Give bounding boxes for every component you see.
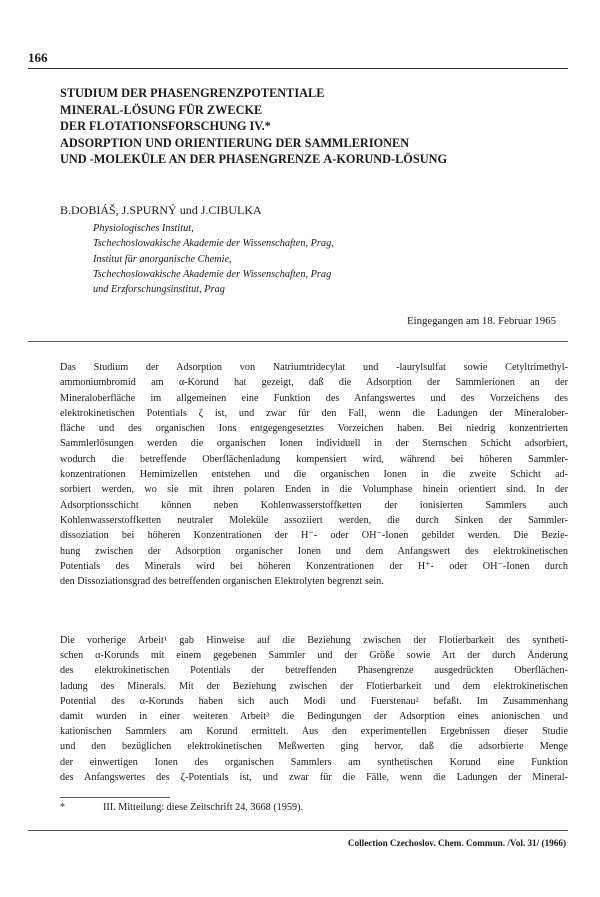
footnote	[60, 802, 303, 813]
body-line: des Anfangswertes des ζ-Potentials ist, und zwar für die Fälle, wenn die Ladungen der Mineral-	[60, 771, 568, 783]
body-line: Die vorherige Arbeit¹ gab Hinweise auf die Beziehung zwischen der Flotierbarkeit des syntheti-	[60, 635, 568, 646]
footnote-rule	[60, 797, 170, 798]
body-line: schen α-Korunds mit einem gegebenen Sammler und der Größe sowie Art der durch Änderung	[60, 650, 568, 662]
body-line: Potential des α-Korunds haben sich auch Modi und Fuerstenau² befaßt. Im Zusammenhang	[60, 695, 568, 707]
body-line: ladung des Minerals. Mit der Beziehung zwischen der Flotierbarkeit und dem elektrokinetischen	[60, 680, 568, 692]
authors: B.DOBIÁŠ, J.SPURNÝ und J.CIBULKA	[60, 203, 262, 217]
abstract-line: Adsorptionsschicht können neben Kohlenwasserstoffketten der ionisierten Sammlers auch	[60, 499, 568, 511]
abstract-line: Sammlerlösungen werden die organischen Ionen individuell in der Sternschen Schicht adsorbiert,	[60, 438, 568, 450]
body-line: damit wurden in einer weiteren Arbeit³ die Bedingungen der Adsorption eines anionischen und	[60, 711, 568, 723]
abstract-line: fläche und des organischen Ions entgegengesetztes Vorzeichen haben. Bei niedrig konzentrierten	[60, 423, 568, 435]
abstract	[60, 360, 568, 589]
title-line: STUDIUM DER PHASENGRENZPOTENTIALE	[60, 86, 325, 100]
affiliations	[93, 221, 334, 297]
footnote-mark: *	[60, 802, 66, 813]
abstract-line: Potentials des Minerals wird bei höheren Konzentrationen der H⁺- oder OH⁻-Ionen durch	[60, 560, 568, 572]
affiliation-line: und Erzforschungsinstitut, Prag	[93, 284, 225, 296]
abstract-line: ammoniumbromid am α-Korund hat gezeigt, daß die Adsorption der Sammlerionen an der	[60, 377, 568, 389]
title-line: ADSORPTION UND ORIENTIERUNG DER SAMMLERIONEN	[60, 135, 410, 150]
abstract-line: konzentrationen Hemimizellen entstehen und die organischen Ionen in die zweite Schicht ad-	[60, 469, 568, 481]
body-line: und den bezüglichen elektrokinetischen Meßwerten ging hervor, daß die adsorbierte Menge	[60, 741, 568, 753]
affiliation-line: Tschechoslowakische Akademie der Wissenschaften, Prag,	[93, 238, 334, 250]
abstract-line: sorbiert werden, wo sie mit ihren polaren Enden in die Volumphase hinein orientiert sind. In der	[60, 484, 568, 496]
article-title	[60, 85, 560, 168]
received-date: Eingegangen am 18. Februar 1965	[406, 315, 556, 327]
title-line: MINERAL-LÖSUNG FÜR ZWECKE	[60, 102, 263, 117]
journal-reference: Collection Czechoslov. Chem. Commun. /Vol. 31/ (1966)	[347, 838, 566, 848]
affiliation-line: Physiologisches Institut,	[93, 223, 194, 234]
abstract-line: Das Studium der Adsorption von Natriumtridecylat und -laurylsulfat sowie Cetyltrimethyl-	[60, 362, 568, 373]
abstract-rule	[28, 341, 568, 342]
abstract-line: wodurch die betreffende Oberflächenladung kompensiert wird, während bei höheren Sammler-	[60, 453, 568, 465]
abstract-line: elektrokinetischen Potentials ζ ist, und zwar für den Fall, wenn die Ladungen der Mineralober-	[60, 407, 568, 419]
affiliation-line: Institut für anorganische Chemie,	[93, 253, 232, 265]
footnote-text: III. Mitteilung: diese Zeitschrift 24, 3668 (1959).	[103, 802, 304, 813]
title-line: DER FLOTATIONSFORSCHUNG IV.*	[60, 119, 271, 133]
affiliation-line: Tschechoslowakische Akademie der Wissenschaften, Prag	[93, 268, 332, 280]
footer-rule	[28, 830, 568, 831]
abstract-line: dissoziation bei höheren Konzentrationen der H⁻- oder OH⁻-Ionen gebildet werden. Die Bezie-	[60, 530, 568, 542]
title-line: UND -MOLEKÜLE AN DER PHASENGRENZE Α-KORUND-LÖSUNG	[60, 152, 448, 166]
abstract-line: Kohlenwasserstoffketten neutraler Moleküle assoziiert werden, die durch Sinken der Sammler-	[60, 514, 568, 526]
abstract-line: den Dissoziationsgrad des betreffenden organischen Elektrolyten begrenzt sein.	[60, 576, 384, 588]
body-line: der einwertigen Ionen des organischen Sammlers am synthetischen Korund eine Funktion	[60, 756, 568, 768]
body-line: des elektrokinetischen Potentials der betreffenden Phasengrenze ausgedrückten Oberflächen-	[60, 665, 568, 677]
page-number: 166	[28, 50, 48, 65]
abstract-line: Mineraloberfläche im allgemeinen eine Funktion des Anfangswertes und des Vorzeichens des	[60, 392, 568, 404]
body-line: kationischen Sammlers am Korund ermittelt. Aus den experimentellen Ergebnissen dieser Studie	[60, 726, 568, 738]
abstract-line: hung zwischen der Adsorption organischer Ionen und dem Anfangswert des elektrokinetischen	[60, 545, 568, 557]
body-text	[60, 633, 568, 785]
header-rule	[28, 68, 568, 69]
